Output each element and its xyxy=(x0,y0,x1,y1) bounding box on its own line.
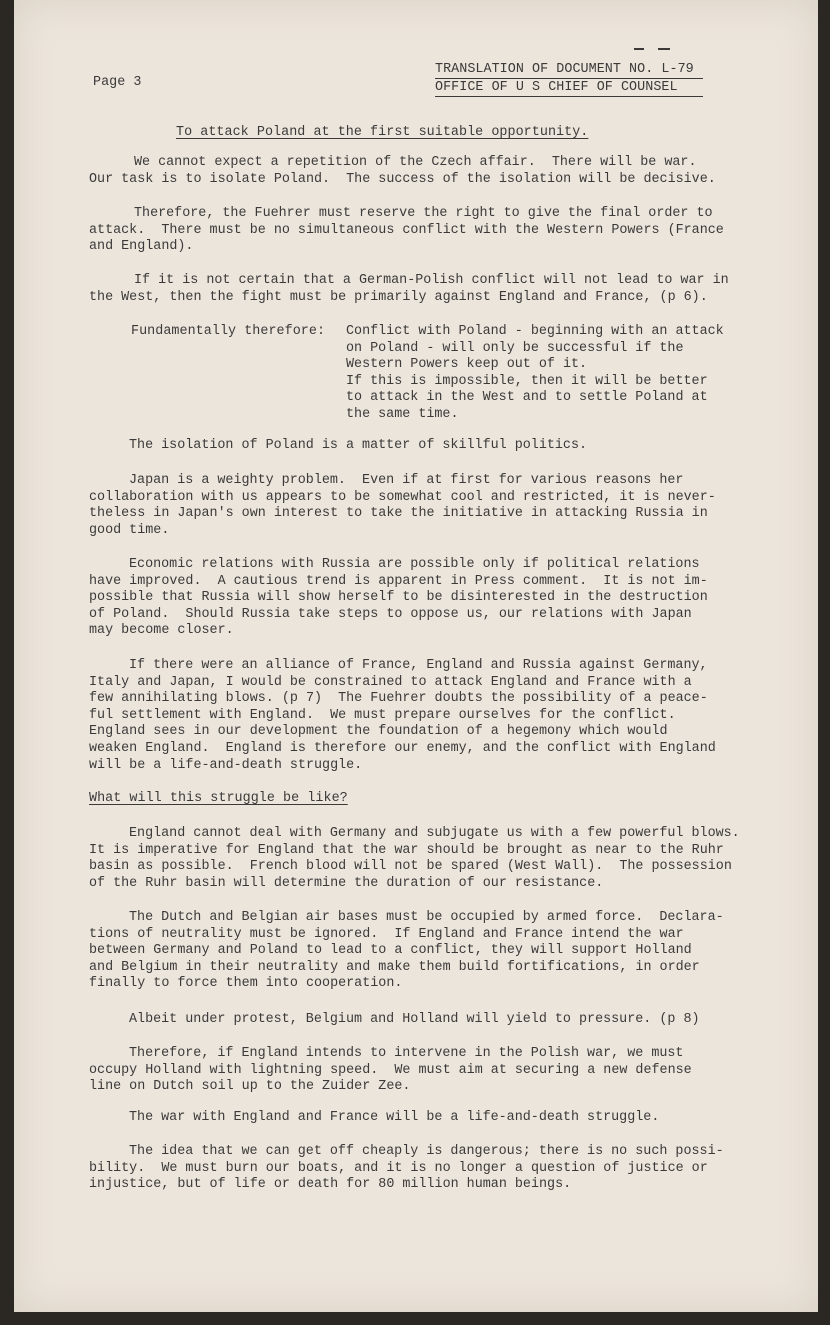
paragraph-line: have improved. A cautious trend is apparent in Press comment. It is not im- xyxy=(89,573,708,589)
subheading: What will this struggle be like? xyxy=(89,791,348,806)
paragraph-line: Therefore, if England intends to intervene in the Polish war, we must xyxy=(129,1046,684,1061)
paragraph xyxy=(89,155,716,188)
fundamental-line: Conflict with Poland - beginning with an attack xyxy=(346,324,724,339)
paragraph-line: injustice, but of life or death for 80 million human beings. xyxy=(89,1177,572,1193)
paragraph-line: It is imperative for England that the war should be brought as near to the Ruhr xyxy=(89,842,724,858)
paragraph-line: ful settlement with England. We must prepare ourselves for the conflict. xyxy=(89,707,676,723)
paragraph-line: We cannot expect a repetition of the Czech affair. There will be war. xyxy=(134,155,697,170)
paragraph xyxy=(89,1012,700,1029)
paragraph-line: theless in Japan's own interest to take the initiative in attacking Russia in xyxy=(89,506,708,522)
paragraph xyxy=(89,1144,724,1194)
paragraph-line: of the Ruhr basin will determine the duration of our resistance. xyxy=(89,875,604,891)
paragraph-line: Therefore, the Fuehrer must reserve the right to give the final order to xyxy=(134,206,713,221)
fundamental-line: Western Powers keep out of it. xyxy=(346,357,588,373)
paragraph-line: basin as possible. French blood will not be spared (West Wall). The possession xyxy=(89,859,732,875)
fundamental-line: to attack in the West and to settle Poland at xyxy=(346,390,708,406)
paragraph-line: occupy Holland with lightning speed. We must aim at securing a new defense xyxy=(89,1062,692,1078)
paragraph-line: The isolation of Poland is a matter of skillful politics. xyxy=(129,438,588,453)
top-mark-dash xyxy=(634,48,644,50)
paragraph xyxy=(89,910,724,993)
paragraph-line: bility. We must burn our boats, and it is no longer a question of justice or xyxy=(89,1160,708,1176)
paragraph xyxy=(89,438,587,455)
translation-header: TRANSLATION OF DOCUMENT NO. L-79 xyxy=(435,62,694,77)
office-header: OFFICE OF U S CHIEF OF COUNSEL xyxy=(435,80,678,95)
section-title: To attack Poland at the first suitable opportunity. xyxy=(176,125,589,140)
paragraph-line: line on Dutch soil up to the Zuider Zee. xyxy=(89,1079,411,1095)
paragraph-line: The idea that we can get off cheaply is dangerous; there is no such possi- xyxy=(129,1144,724,1159)
header-rule xyxy=(435,78,703,79)
document-page xyxy=(14,0,818,1312)
paragraph-line: will be a life-and-death struggle. xyxy=(89,757,363,773)
paragraph-line: England cannot deal with Germany and subjugate us with a few powerful blows. xyxy=(129,826,740,841)
paragraph-line: The war with England and France will be a life-and-death struggle. xyxy=(129,1110,660,1125)
paragraph-line: possible that Russia will show herself to be disinterested in the destruction xyxy=(89,590,708,606)
paragraph xyxy=(89,206,724,256)
paragraph-line: between Germany and Poland to lead to a conflict, they will support Holland xyxy=(89,943,692,959)
paragraph-line: and England). xyxy=(89,239,194,255)
paragraph xyxy=(89,658,716,774)
paragraph-line: attack. There must be no simultaneous conflict with the Western Powers (France xyxy=(89,222,724,238)
paragraph-line: Our task is to isolate Poland. The success of the isolation will be decisive. xyxy=(89,171,716,187)
paragraph-line: finally to force them into cooperation. xyxy=(89,976,403,992)
paragraph xyxy=(89,473,716,539)
paragraph-line: and Belgium in their neutrality and make them build fortifications, in order xyxy=(89,959,700,975)
fundamental-text xyxy=(346,324,724,424)
paragraph xyxy=(89,1046,692,1096)
paragraph-line: The Dutch and Belgian air bases must be occupied by armed force. Declara- xyxy=(129,910,724,925)
page-number: Page 3 xyxy=(93,75,142,90)
fundamental-line: If this is impossible, then it will be better xyxy=(346,373,708,389)
paragraph-line: If it is not certain that a German-Polish conflict will not lead to war in xyxy=(134,273,729,288)
paragraph-line: Economic relations with Russia are possible only if political relations xyxy=(129,557,700,572)
paragraph-line: the West, then the fight must be primarily against England and France, (p 6). xyxy=(89,289,708,305)
paragraph-line: Italy and Japan, I would be constrained to attack England and France with a xyxy=(89,674,692,690)
paragraph-line: Japan is a weighty problem. Even if at first for various reasons her xyxy=(129,473,684,488)
paragraph-line: Albeit under protest, Belgium and Holland will yield to pressure. (p 8) xyxy=(129,1012,700,1027)
fundamental-line: on Poland - will only be successful if the xyxy=(346,340,684,356)
paragraph-line: weaken England. England is therefore our enemy, and the conflict with England xyxy=(89,740,716,756)
fundamental-line: the same time. xyxy=(346,406,459,422)
paragraph xyxy=(89,557,708,640)
top-mark-dash xyxy=(658,48,670,50)
paragraph-line: collaboration with us appears to be somewhat cool and restricted, it is never- xyxy=(89,489,716,505)
paragraph-line: tions of neutrality must be ignored. If England and France intend the war xyxy=(89,926,684,942)
paragraph-line: England sees in our development the foundation of a hegemony which would xyxy=(89,724,668,740)
paragraph-line: few annihilating blows. (p 7) The Fuehrer doubts the possibility of a peace- xyxy=(89,691,708,707)
paragraph-line: good time. xyxy=(89,522,170,538)
paragraph-line: If there were an alliance of France, England and Russia against Germany, xyxy=(129,658,708,673)
paragraph xyxy=(89,1110,659,1127)
paragraph-line: may become closer. xyxy=(89,623,234,639)
paragraph-line: of Poland. Should Russia take steps to oppose us, our relations with Japan xyxy=(89,606,692,622)
header-rule xyxy=(435,96,703,97)
paragraph xyxy=(89,826,740,892)
paragraph xyxy=(89,273,729,306)
fundamental-label: Fundamentally therefore: xyxy=(131,324,326,339)
